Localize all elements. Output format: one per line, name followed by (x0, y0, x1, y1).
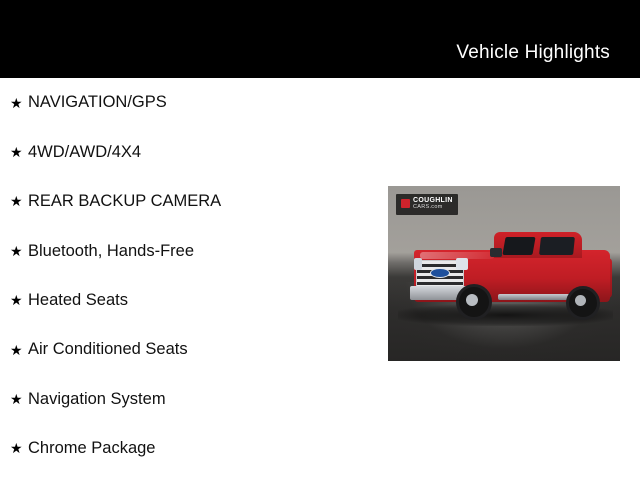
dealer-name: COUGHLIN (413, 197, 453, 204)
dealer-watermark-text (413, 197, 453, 211)
list-item (0, 127, 380, 176)
highlight-label: 4WD/AWD/4X4 (28, 142, 142, 161)
truck-headlight-left (414, 258, 422, 270)
truck-wheel-rear (566, 286, 600, 320)
highlight-label: Navigation System (28, 389, 166, 408)
star-icon: ★ (10, 242, 23, 259)
truck-illustration (394, 228, 618, 336)
page-header (0, 0, 640, 78)
dealer-site: CARS.com (413, 204, 443, 210)
list-item (0, 424, 380, 473)
list-item (0, 276, 380, 325)
vehicle-photo (388, 186, 620, 361)
list-item (0, 325, 380, 374)
list-item (0, 177, 380, 226)
star-icon: ★ (10, 391, 23, 408)
truck-wheel-front (456, 284, 492, 320)
truck-side-mirror (490, 248, 502, 257)
highlight-label: NAVIGATION/GPS (28, 93, 167, 112)
highlight-label: Heated Seats (28, 291, 128, 309)
truck-running-board (498, 294, 572, 300)
highlight-label: Bluetooth, Hands-Free (28, 241, 195, 260)
truck-window-front (502, 237, 535, 255)
dealer-logo-icon (401, 199, 410, 208)
star-icon: ★ (10, 94, 23, 111)
highlight-label: REAR BACKUP CAMERA (28, 192, 222, 211)
star-icon: ★ (10, 292, 23, 309)
highlight-label: Chrome Package (28, 439, 156, 458)
highlight-label: Air Conditioned Seats (28, 340, 188, 359)
star-icon: ★ (10, 440, 23, 457)
star-icon: ★ (10, 144, 23, 161)
list-item (0, 78, 380, 127)
truck-headlight-right (456, 258, 468, 270)
truck-window-rear (539, 237, 575, 255)
star-icon: ★ (10, 341, 23, 358)
list-item (0, 226, 380, 275)
list-item (0, 374, 380, 423)
star-icon: ★ (10, 193, 23, 210)
vehicle-highlights-list (0, 78, 380, 473)
dealer-watermark (396, 194, 458, 215)
truck-brand-emblem (430, 268, 450, 278)
page-title: Vehicle Highlights (456, 42, 610, 63)
